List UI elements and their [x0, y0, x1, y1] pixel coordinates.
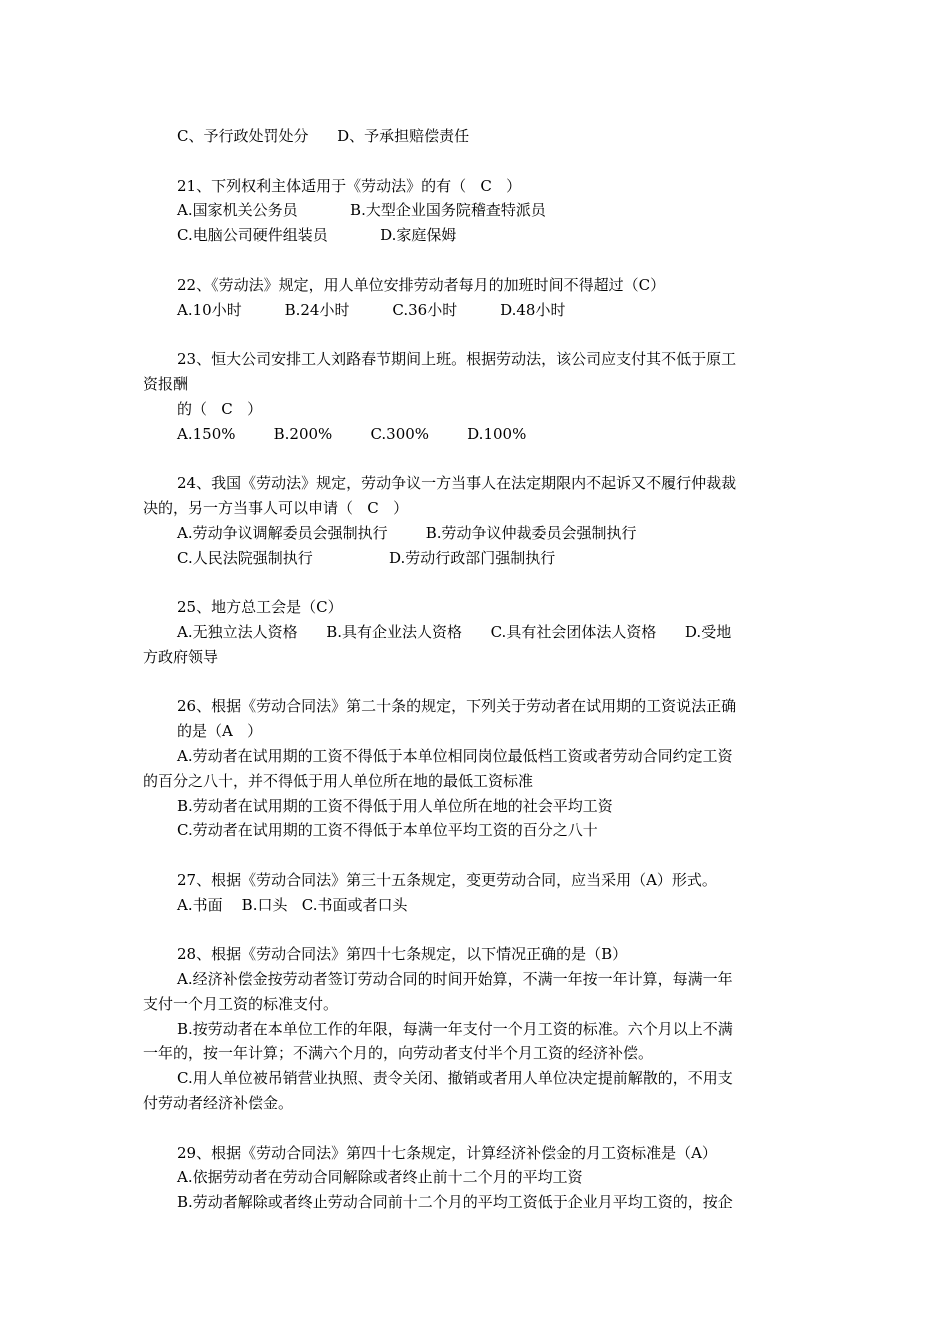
text-line: 24、我国《劳动法》规定，劳动争议一方当事人在法定期限内不起诉又不履行仲裁裁 — [177, 474, 737, 493]
paragraph-gap — [143, 446, 803, 471]
text-line: C.用人单位被吊销营业执照、责令关闭、撤销或者用人单位决定提前解散的，不用支 — [177, 1069, 733, 1088]
text-line: A.10小时 B.24小时 C.36小时 D.48小时 — [177, 300, 566, 319]
text-line: 的是（A ） — [177, 722, 263, 741]
text-line: C.劳动者在试用期的工资不得低于本单位平均工资的百分之八十 — [177, 821, 598, 840]
text-line: 支付一个月工资的标准支付。 — [143, 994, 339, 1013]
text-line: A.国家机关公务员 B.大型企业国务院稽查特派员 — [177, 201, 546, 220]
text-line: 一年的，按一年计算；不满六个月的，向劳动者支付半个月工资的经济补偿。 — [143, 1044, 654, 1063]
paragraph-gap — [143, 1116, 803, 1141]
text-line: A.劳动者在试用期的工资不得低于本单位相同岗位最低档工资或者劳动合同约定工资 — [177, 746, 733, 765]
text-line: 23、恒大公司安排工人刘路春节期间上班。根据劳动法，该公司应支付其不低于原工 — [177, 350, 737, 369]
paragraph-gap — [143, 918, 803, 943]
paragraph-gap — [143, 843, 803, 868]
text-line: B.劳动者在试用期的工资不得低于用人单位所在地的社会平均工资 — [177, 796, 613, 815]
text-line: 26、根据《劳动合同法》第二十条的规定，下列关于劳动者在试用期的工资说法正确 — [177, 697, 737, 716]
paragraph-gap — [143, 248, 803, 273]
text-line: 25、地方总工会是（C） — [177, 598, 343, 617]
text-line: A.150% B.200% C.300% D.100% — [177, 424, 527, 443]
text-line: C.电脑公司硬件组装员 D.家庭保姆 — [177, 226, 457, 245]
text-line: 22、《劳动法》规定，用人单位安排劳动者每月的加班时间不得超过（C） — [177, 275, 666, 294]
paragraph-gap — [143, 570, 803, 595]
text-line: 的（ C ） — [177, 399, 263, 418]
text-line: A.劳动争议调解委员会强制执行 B.劳动争议仲裁委员会强制执行 — [177, 523, 637, 542]
text-line: A.无独立法人资格 B.具有企业法人资格 C.具有社会团体法人资格 D.受地 — [177, 622, 732, 641]
paragraph-gap — [143, 322, 803, 347]
text-line: 29、根据《劳动合同法》第四十七条规定，计算经济补偿金的月工资标准是（A） — [177, 1143, 717, 1162]
paragraph-gap — [143, 670, 803, 695]
text-line: B.劳动者解除或者终止劳动合同前十二个月的平均工资低于企业月平均工资的，按企 — [177, 1193, 733, 1212]
text-line: 21、下列权利主体适用于《劳动法》的有（ C ） — [177, 176, 522, 195]
text-line: 决的，另一方当事人可以申请（ C ） — [143, 498, 409, 517]
document-body — [143, 124, 803, 1215]
text-line: C、予行政处罚处分 D、予承担赔偿责任 — [177, 127, 470, 145]
text-line: 的百分之八十，并不得低于用人单位所在地的最低工资标准 — [143, 771, 534, 790]
text-line: 28、根据《劳动合同法》第四十七条规定，以下情况正确的是（B） — [177, 945, 628, 964]
text-line: A.依据劳动者在劳动合同解除或者终止前十二个月的平均工资 — [177, 1168, 583, 1187]
text-line: 付劳动者经济补偿金。 — [143, 1094, 294, 1113]
text-line: A.书面 B.口头 C.书面或者口头 — [177, 895, 408, 914]
text-line: B.按劳动者在本单位工作的年限，每满一年支付一个月工资的标准。六个月以上不满 — [177, 1019, 733, 1038]
text-line: C.人民法院强制执行 D.劳动行政部门强制执行 — [177, 548, 556, 567]
paragraph-gap — [143, 149, 803, 174]
text-line: 27、根据《劳动合同法》第三十五条规定，变更劳动合同，应当采用（A）形式。 — [177, 870, 717, 889]
text-line: 方政府领导 — [143, 647, 219, 666]
text-line: A.经济补偿金按劳动者签订劳动合同的时间开始算，不满一年按一年计算，每满一年 — [177, 970, 733, 989]
text-line: 资报酬 — [143, 374, 189, 393]
